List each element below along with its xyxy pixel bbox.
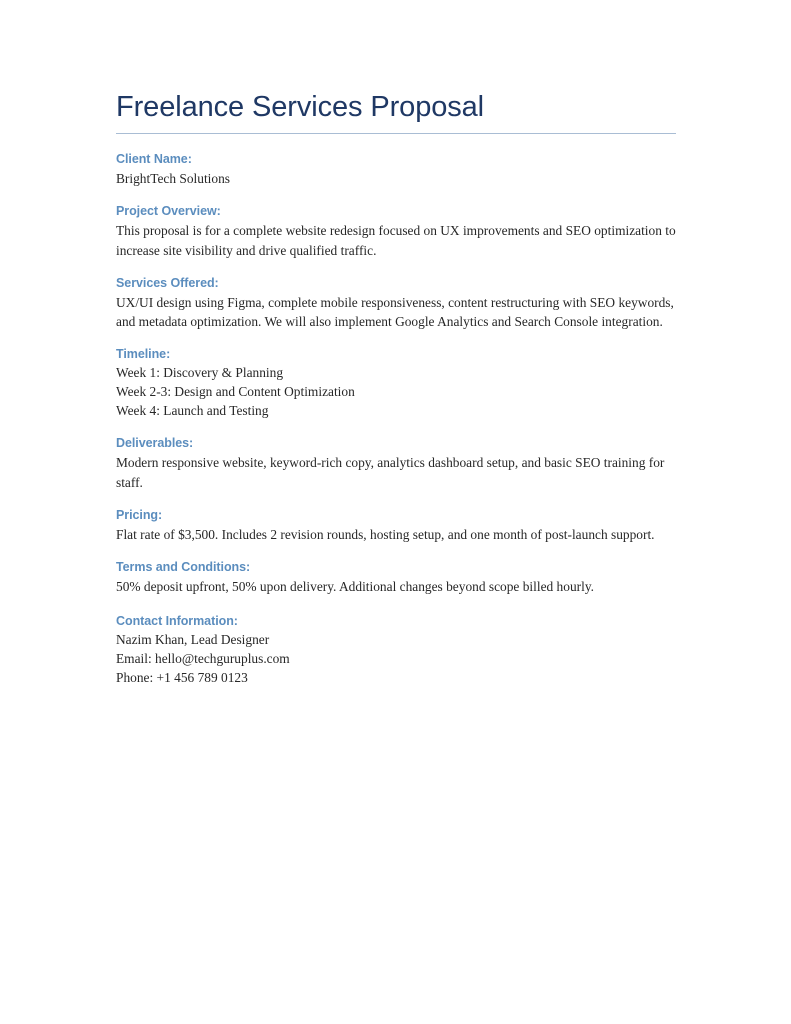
section-services-offered	[116, 275, 676, 332]
spacer	[116, 331, 676, 346]
section-body-pricing: Flat rate of $3,500. Includes 2 revision rounds, hosting setup, and one month of post-launch support.	[116, 526, 655, 542]
spacer	[116, 492, 676, 507]
section-body-client-name: BrightTech Solutions	[116, 171, 230, 186]
contact-email-line: Email: hello@techguruplus.com	[116, 651, 290, 667]
section-contact-information	[116, 613, 676, 687]
timeline-line: Week 1: Discovery & Planning	[116, 365, 284, 381]
contact-name-line: Nazim Khan, Lead Designer	[116, 632, 270, 648]
section-heading-deliverables: Deliverables:	[116, 436, 194, 451]
document-content	[116, 88, 676, 687]
section-body-services-offered: UX/UI design using Figma, complete mobile responsiveness, content restructuring with SEO keywords, and metadata optimization. We will also implement Google Analytics and Search Console integration.	[116, 294, 674, 330]
section-client-name	[116, 151, 676, 188]
contact-phone-line: Phone: +1 456 789 0123	[116, 669, 248, 685]
spacer	[116, 420, 676, 435]
section-heading-timeline: Timeline:	[116, 347, 171, 362]
section-body-contact-information	[116, 631, 676, 687]
timeline-line: Week 4: Launch and Testing	[116, 402, 269, 418]
section-body-deliverables: Modern responsive website, keyword-rich copy, analytics dashboard setup, and basic SEO training for staff.	[116, 455, 665, 490]
section-deliverables	[116, 435, 676, 492]
spacer	[116, 260, 676, 275]
spacer	[116, 134, 676, 151]
section-heading-pricing: Pricing:	[116, 507, 163, 522]
spacer	[116, 596, 676, 613]
section-heading-contact-information: Contact Information:	[116, 614, 238, 629]
section-body-timeline	[116, 364, 676, 420]
section-heading-client-name: Client Name:	[116, 152, 192, 166]
spacer	[116, 544, 676, 559]
section-body-project-overview: This proposal is for a complete website redesign focused on UX improvements and SEO optimization to increase site visibility and drive qualified traffic.	[116, 223, 676, 258]
section-heading-terms-and-conditions: Terms and Conditions:	[116, 560, 251, 575]
section-pricing	[116, 507, 676, 544]
timeline-line: Week 2-3: Design and Content Optimization	[116, 384, 355, 400]
section-heading-project-overview: Project Overview:	[116, 204, 221, 219]
section-terms-and-conditions	[116, 559, 676, 596]
spacer	[116, 188, 676, 203]
page-title: Freelance Services Proposal	[116, 91, 485, 123]
section-body-terms-and-conditions: 50% deposit upfront, 50% upon delivery. Additional changes beyond scope billed hourly.	[116, 579, 595, 595]
section-timeline	[116, 346, 676, 420]
section-project-overview	[116, 203, 676, 260]
section-heading-services-offered: Services Offered:	[116, 275, 219, 290]
